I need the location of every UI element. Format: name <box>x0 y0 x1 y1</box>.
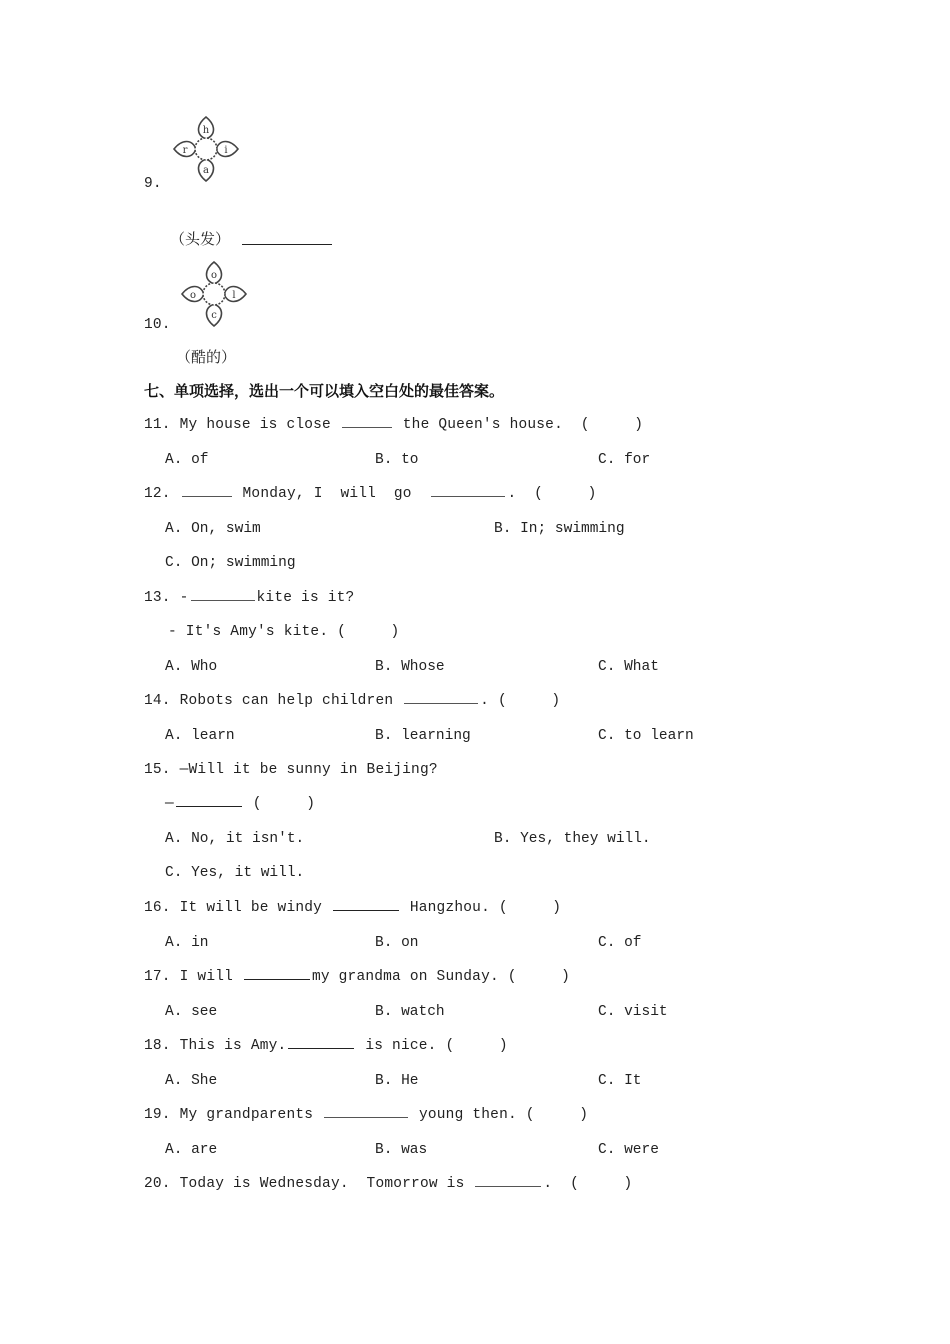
q14-option-a[interactable]: A. learn <box>165 728 235 744</box>
q13-option-b[interactable]: B. Whose <box>375 659 445 675</box>
question-19: 19. My grandparents young then. ( ) <box>144 1107 589 1123</box>
petal-letter-bottom: c <box>211 310 217 321</box>
answer-blank[interactable] <box>404 702 478 704</box>
q12-option-c[interactable]: C. On; swimming <box>165 555 296 571</box>
q18-option-a[interactable]: A. She <box>165 1073 218 1089</box>
q18-option-b[interactable]: B. He <box>375 1073 419 1089</box>
q19-option-c[interactable]: C. were <box>598 1142 659 1158</box>
q13-option-c[interactable]: C. What <box>598 659 659 675</box>
answer-blank[interactable] <box>244 978 310 980</box>
q17-option-c[interactable]: C. visit <box>598 1004 668 1020</box>
q17-option-a[interactable]: A. see <box>165 1004 218 1020</box>
puzzle-10-hint: （酷的） <box>176 348 237 366</box>
q17-option-b[interactable]: B. watch <box>375 1004 445 1020</box>
answer-blank[interactable] <box>475 1185 541 1187</box>
petal-letter-top: o <box>210 270 218 281</box>
petal-letter-left: o <box>189 290 197 301</box>
section-heading: 七、单项选择，选出一个可以填入空白处的最佳答案。 <box>144 382 505 400</box>
petal-letter-right: l <box>232 290 236 301</box>
q11-option-c[interactable]: C. for <box>598 452 651 468</box>
q16-option-c[interactable]: C. of <box>598 935 642 951</box>
answer-blank[interactable] <box>333 909 399 911</box>
question-15-response: — ( ) <box>165 796 316 812</box>
q16-option-b[interactable]: B. on <box>375 935 419 951</box>
petal-letter-bottom: a <box>203 165 209 176</box>
q12-option-b[interactable]: B. In; swimming <box>494 521 625 537</box>
question-13: 13. - kite is it? <box>144 590 355 606</box>
answer-blank[interactable] <box>288 1047 354 1049</box>
answer-blank[interactable] <box>431 495 505 497</box>
question-20: 20. Today is Wednesday. Tomorrow is . ( ) <box>144 1176 633 1192</box>
question-17: 17. I will my grandma on Sunday. ( ) <box>144 969 571 985</box>
q11-option-a[interactable]: A. of <box>165 452 209 468</box>
letter-flower-puzzle-9 <box>170 113 242 185</box>
q11-option-b[interactable]: B. to <box>375 452 419 468</box>
letter-flower-puzzle-10 <box>178 258 250 330</box>
question-15: 15. —Will it be sunny in Beijing? <box>144 762 438 778</box>
question-12: 12. Monday, I will go . ( ) <box>144 486 597 502</box>
petal-letter-top: h <box>202 125 210 136</box>
puzzle-9-answer-line[interactable] <box>242 244 332 245</box>
q14-option-b[interactable]: B. learning <box>375 728 471 744</box>
q15-option-a[interactable]: A. No, it isn't. <box>165 831 305 847</box>
answer-blank[interactable] <box>324 1116 408 1118</box>
question-16: 16. It will be windy Hangzhou. ( ) <box>144 900 562 916</box>
q19-option-a[interactable]: A. are <box>165 1142 218 1158</box>
answer-blank[interactable] <box>191 599 255 601</box>
q16-option-a[interactable]: A. in <box>165 935 209 951</box>
q15-option-c[interactable]: C. Yes, it will. <box>165 865 305 881</box>
question-18: 18. This is Amy. is nice. ( ) <box>144 1038 508 1054</box>
q13-option-a[interactable]: A. Who <box>165 659 218 675</box>
q15-option-b[interactable]: B. Yes, they will. <box>494 831 651 847</box>
petal-letter-right: i <box>224 145 228 156</box>
puzzle-9-hint: （头发） <box>170 230 231 248</box>
puzzle-9-number: 9. <box>144 176 162 192</box>
petal-letter-left: r <box>182 145 188 156</box>
answer-blank[interactable] <box>342 426 392 428</box>
q19-option-b[interactable]: B. was <box>375 1142 428 1158</box>
puzzle-10-number: 10. <box>144 317 171 333</box>
question-14: 14. Robots can help children . ( ) <box>144 693 561 709</box>
answer-blank[interactable] <box>176 805 242 807</box>
question-13-response: - It's Amy's kite. ( ) <box>168 624 400 640</box>
q14-option-c[interactable]: C. to learn <box>598 728 694 744</box>
answer-blank[interactable] <box>182 495 232 497</box>
q18-option-c[interactable]: C. It <box>598 1073 642 1089</box>
question-11: 11. My house is close the Queen's house. ( ) <box>144 417 644 433</box>
q12-option-a[interactable]: A. On, swim <box>165 521 261 537</box>
